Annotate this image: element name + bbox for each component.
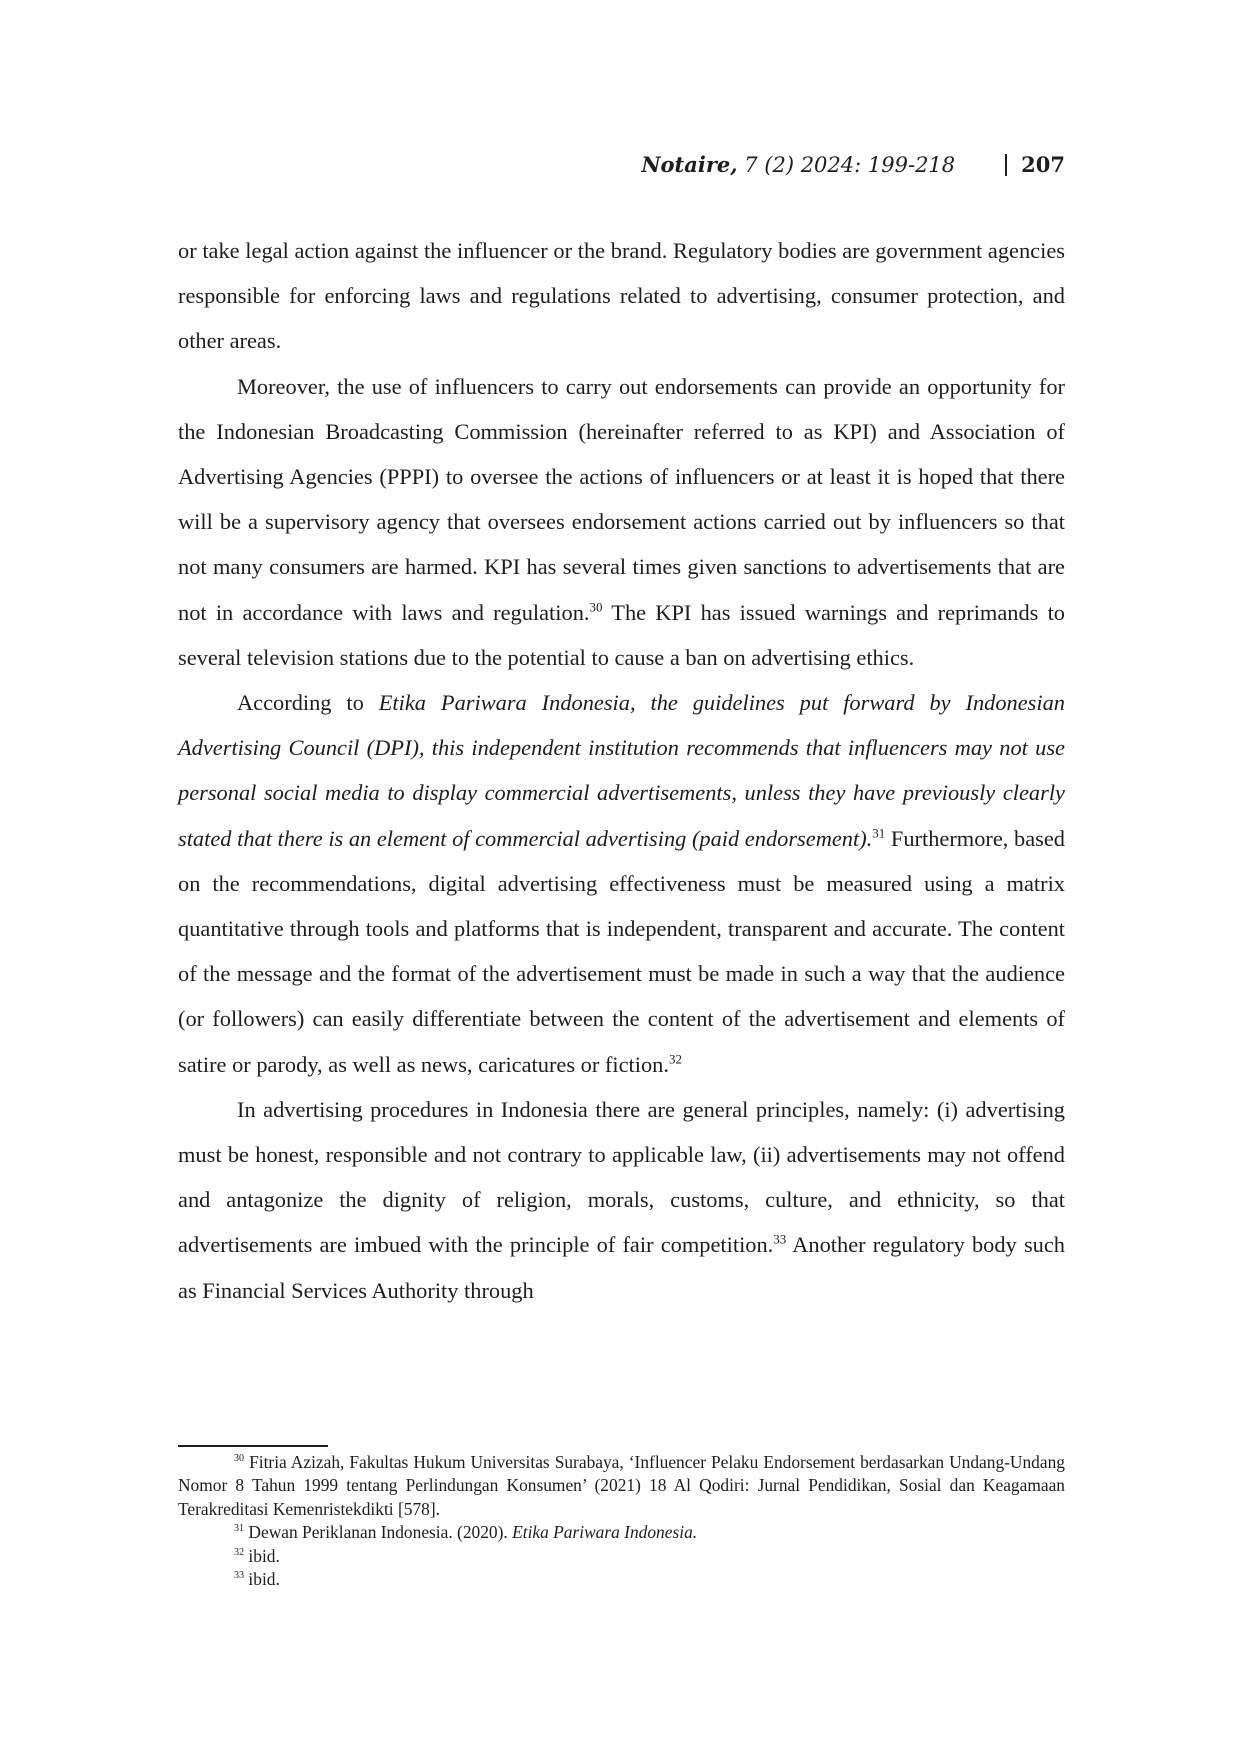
- footnote-italic: Etika Pariwara Indonesia.: [512, 1522, 698, 1543]
- paragraph-4-text-a: In advertising procedures in Indonesia there are general principles, namely: (i) advertising must be honest, responsible and not contrary to applicable law, (ii) advertisements may not offend and antagonize the dignity of religion, morals, customs, culture, and ethnicity, so that advertisements are imbued with the principle of fair competition.: [178, 1096, 1065, 1258]
- paragraph-2: [178, 364, 1065, 680]
- body-text: [178, 228, 1065, 1313]
- footnote-33: [178, 1568, 1065, 1591]
- header-separator: [1005, 154, 1007, 176]
- journal-citation: [641, 150, 955, 180]
- footnote-ref-32[interactable]: 32: [668, 1051, 682, 1067]
- paragraph-3: [178, 680, 1065, 1087]
- footnotes: [178, 1451, 1065, 1591]
- footnote-number: 30: [234, 1453, 245, 1465]
- footnote-text: ibid.: [244, 1569, 280, 1590]
- paragraph-3-italic: Etika Pariwara Indonesia, the guidelines put forward by Indonesian Advertising Council (DPI), this independent institution recommends that influencers may not use personal social media to display commercial advertisements, unless they have previously clearly stated that there is an element of commercial advertising (paid endorsement).: [178, 690, 1065, 851]
- paragraph-2-text-a: Moreover, the use of influencers to carry out endorsements can provide an opportunity for the Indonesian Broadcasting Commission (hereinafter referred to as KPI) and Association of Advertising Agencies (PPPI) to oversee the actions of influencers or at least it is hoped that there will be a supervisory agency that oversees endorsement actions carried out by influencers so that not many consumers are harmed. KPI has several times given sanctions to advertisements that are not in accordance with laws and regulation.: [178, 373, 1065, 625]
- footnote-rule: [178, 1445, 328, 1447]
- running-header: [0, 150, 1065, 180]
- paragraph-1: [178, 228, 1065, 364]
- footnote-text: ibid.: [244, 1545, 280, 1566]
- footnote-text: Fitria Azizah, Fakultas Hukum Universitas Surabaya, ‘Influencer Pelaku Endorsement berdasarkan Undang-Undang Nomor 8 Tahun 1999 tentang Perlindungan Konsumen’ (2021) 18 Al Qodiri: Jurnal Pendidikan, Sosial dan Keagamaan Terakreditasi Kemenristekdikti [578].: [178, 1452, 1065, 1519]
- paragraph-4: [178, 1087, 1065, 1313]
- journal-name: Notaire,: [641, 152, 738, 177]
- paragraph-2-text-b: The KPI has issued warnings and reprimands to several television stations due to the potential to cause a ban on advertising ethics.: [178, 599, 1065, 670]
- page-number: 207: [1021, 152, 1065, 177]
- footnote-32: [178, 1545, 1065, 1568]
- footnote-number: 32: [234, 1546, 245, 1558]
- footnote-number: 31: [234, 1523, 245, 1535]
- footnote-ref-31[interactable]: 31: [872, 825, 886, 841]
- paragraph-3-text-b: Furthermore, based on the recommendations, digital advertising effectiveness must be measured using a matrix quantitative through tools and platforms that is independent, transparent and accurate. The content of the message and the format of the advertisement must be made in such a way that the audience (or followers) can easily differentiate between the content of the advertisement and elements of satire or parody, as well as news, caricatures or fiction.: [178, 825, 1065, 1077]
- footnote-30: [178, 1451, 1065, 1521]
- footnote-ref-33[interactable]: 33: [773, 1232, 787, 1247]
- paragraph-3-text-a: According to: [237, 690, 379, 716]
- footnote-number: 33: [234, 1570, 245, 1582]
- paragraph-1-text: or take legal action against the influencer or the brand. Regulatory bodies are government agencies responsible for enforcing laws and regulations related to advertising, consumer protection, and other areas.: [178, 238, 1065, 354]
- footnote-text: Dewan Periklanan Indonesia. (2020).: [244, 1522, 513, 1543]
- footnote-31: [178, 1521, 1065, 1544]
- footnote-ref-30[interactable]: 30: [589, 599, 603, 615]
- paragraph-4-text-b: Another regulatory body such as Financial Services Authority through: [178, 1232, 1065, 1303]
- journal-issue: 7 (2) 2024: 199-218: [737, 153, 956, 177]
